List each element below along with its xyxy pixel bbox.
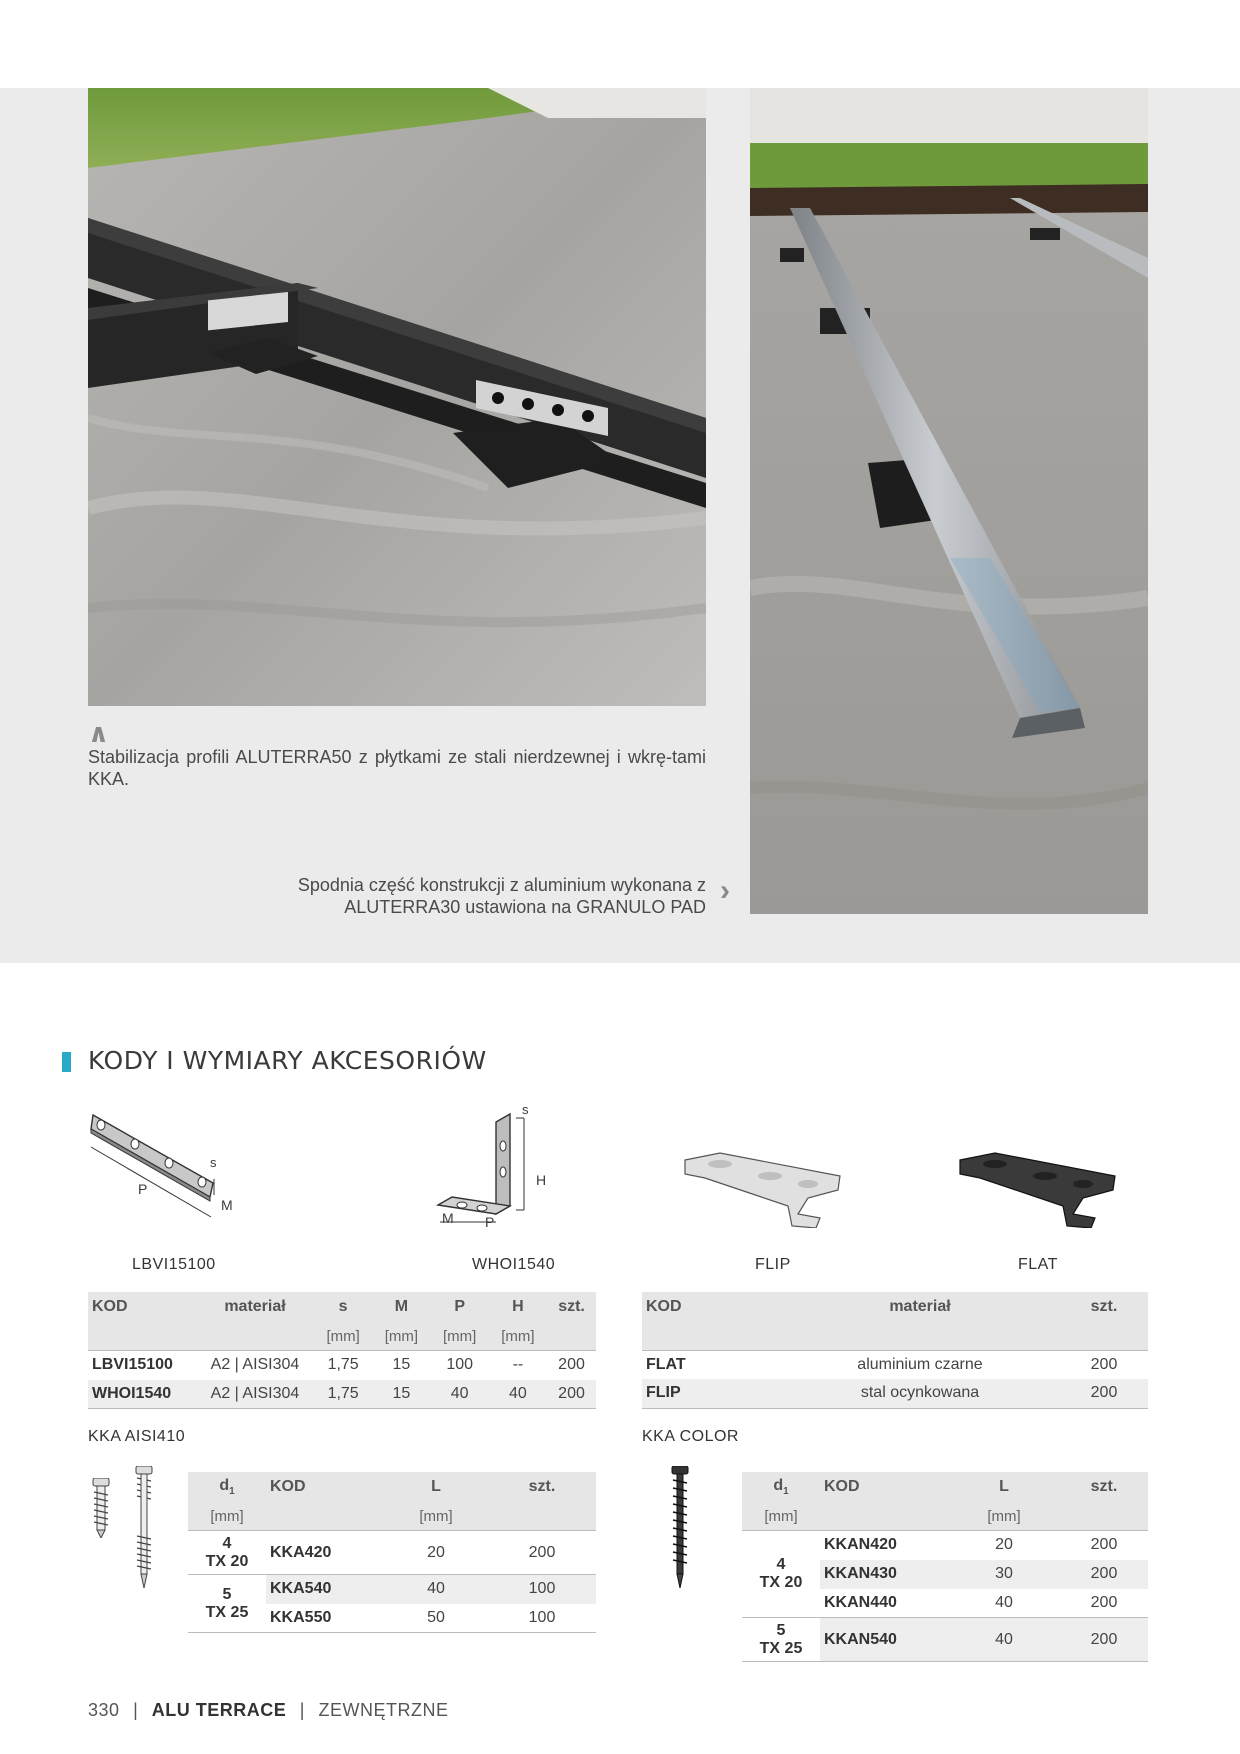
clips-cell-kod: FLAT [642, 1350, 780, 1379]
kka-color-d-group [742, 1531, 820, 1618]
photo-caption-left: Stabilizacja profili ALUTERRA50 z płytkami ze stali nierdzewnej i wkrę-tami KKA. [88, 747, 706, 789]
clips-cell: 200 [1060, 1350, 1148, 1379]
kka-color-cell-kod: KKAN430 [820, 1560, 948, 1589]
kka-color-cell: 30 [948, 1560, 1060, 1589]
plates-cell: 15 [372, 1351, 430, 1380]
kka-color-cell: 200 [1060, 1618, 1148, 1662]
screw-short-drawing [90, 1478, 112, 1538]
kka-aisi-title: KKA AISI410 [88, 1428, 186, 1445]
kka-color-header-row [742, 1472, 1148, 1502]
plates-col-szt: szt. [558, 1298, 585, 1315]
kka-color-cell: 200 [1060, 1560, 1148, 1589]
product-label-flip: FLIP [755, 1256, 791, 1273]
clips-cell: aluminium czarne [780, 1350, 1060, 1379]
plates-col-p: P [454, 1298, 465, 1315]
section-marker [62, 1052, 71, 1072]
plates-cell: 40 [431, 1380, 489, 1409]
photo-caption-right-line1: Spodnia część konstrukcji z aluminium wykonana z [297, 875, 706, 895]
d1-label: d [219, 1476, 230, 1494]
footer-separator: | [133, 1700, 139, 1720]
kka-aisi-header-row [188, 1472, 596, 1502]
kka-color-title: KKA COLOR [642, 1428, 739, 1445]
lbvi-plate-drawing [88, 1105, 248, 1240]
plates-unit: [mm] [372, 1322, 430, 1351]
kka-aisi-cell-kod: KKA550 [266, 1604, 384, 1633]
kka-aisi-cell: 100 [488, 1575, 596, 1604]
dim-label-s: s [210, 1155, 217, 1170]
dim-label-p-angle: P [485, 1214, 495, 1230]
dim-label-m-angle: M [442, 1210, 454, 1226]
tx-value: TX 25 [759, 1639, 803, 1657]
kka-color-cell-kod: KKAN440 [820, 1589, 948, 1618]
photo-aluterra50-stabilization [88, 88, 706, 706]
photo-caption-right [200, 874, 706, 918]
kka-aisi-d-group [188, 1531, 266, 1575]
footer-section: ZEWNĘTRZNE [318, 1700, 449, 1720]
dim-label-s-angle: s [522, 1102, 529, 1117]
kka-aisi-col-l: L [431, 1478, 441, 1495]
kka-color-col-kod: KOD [824, 1478, 860, 1495]
kka-color-cell: 20 [948, 1531, 1060, 1560]
kka-color-unit-d1: [mm] [742, 1502, 820, 1531]
kka-color-col-d1 [742, 1472, 820, 1502]
plates-col-m: M [394, 1298, 409, 1315]
plates-cell: 15 [372, 1380, 430, 1409]
kka-color-cell: 40 [948, 1589, 1060, 1618]
kka-aisi-unit-d1: [mm] [188, 1502, 266, 1531]
product-label-whoi: WHOI1540 [472, 1256, 556, 1273]
clips-col-kod: KOD [646, 1298, 682, 1315]
kka-aisi-cell: 200 [488, 1531, 596, 1575]
table-row [188, 1575, 596, 1604]
tx-value: TX 20 [759, 1574, 803, 1591]
kka-color-cell-kod: KKAN420 [820, 1531, 948, 1560]
kka-aisi-col-kod: KOD [270, 1478, 306, 1495]
footer-brand: ALU TERRACE [151, 1700, 287, 1720]
d1-subscript: 1 [229, 1486, 235, 1498]
plates-cell-kod: LBVI15100 [88, 1351, 196, 1380]
plates-col-h: H [512, 1298, 524, 1315]
plates-unit: [mm] [314, 1322, 372, 1351]
kka-color-table [742, 1472, 1148, 1662]
plates-cell: 40 [489, 1380, 547, 1409]
section-title: KODY I WYMIARY AKCESORIÓW [88, 1046, 487, 1075]
dim-label-h: H [536, 1172, 547, 1188]
plates-unit [88, 1322, 196, 1351]
kka-color-cell-kod: KKAN540 [820, 1618, 948, 1662]
tx-value: TX 20 [205, 1552, 249, 1570]
plates-cell: 200 [547, 1351, 596, 1380]
table-row [88, 1351, 596, 1380]
flat-clip-drawing [955, 1148, 1125, 1228]
kka-color-d-group [742, 1618, 820, 1662]
d-value: 4 [776, 1556, 786, 1573]
d-value: 5 [776, 1621, 786, 1639]
plates-unit: [mm] [489, 1322, 547, 1351]
plates-header-row [88, 1292, 596, 1322]
plates-unit [196, 1322, 314, 1351]
kka-aisi-col-szt: szt. [528, 1478, 556, 1495]
table-row [742, 1618, 1148, 1662]
dim-label-p: P [138, 1181, 148, 1197]
page-footer [88, 1700, 448, 1721]
plates-unit: [mm] [431, 1322, 489, 1351]
plates-col-kod: KOD [92, 1298, 128, 1315]
plates-cell: A2 | AISI304 [196, 1351, 314, 1380]
clips-header-row [642, 1292, 1148, 1350]
kka-color-col-szt: szt. [1090, 1478, 1118, 1495]
kka-color-cell: 40 [948, 1618, 1060, 1662]
table-row [642, 1379, 1148, 1408]
flip-clip-drawing [680, 1148, 850, 1228]
plates-cell: 1,75 [314, 1351, 372, 1380]
plates-cell: A2 | AISI304 [196, 1380, 314, 1409]
tx-value: TX 25 [205, 1603, 249, 1621]
kka-aisi-unit-l: [mm] [384, 1502, 488, 1531]
kka-color-unit-l: [mm] [948, 1502, 1060, 1531]
kka-aisi-cell-kod: KKA420 [266, 1531, 384, 1575]
table-row [742, 1531, 1148, 1560]
plates-cell: 200 [547, 1380, 596, 1409]
table-row [88, 1380, 596, 1409]
footer-separator: | [299, 1700, 305, 1720]
product-label-lbvi: LBVI15100 [132, 1256, 216, 1273]
kka-aisi-table [188, 1472, 596, 1633]
kka-aisi-cell: 50 [384, 1604, 488, 1633]
photo-caption-right-line2: ALUTERRA30 ustawiona na GRANULO PAD [344, 897, 706, 917]
clips-cell: 200 [1060, 1379, 1148, 1408]
chevron-up-icon: ∧ [88, 718, 110, 748]
clips-table [642, 1292, 1148, 1409]
plates-unit [547, 1322, 596, 1351]
plates-cell: 1,75 [314, 1380, 372, 1409]
plates-cell-kod: WHOI1540 [88, 1380, 196, 1409]
kka-aisi-cell: 40 [384, 1575, 488, 1604]
table-row [642, 1350, 1148, 1379]
plates-col-s: s [338, 1298, 348, 1315]
screw-color-drawing [669, 1466, 691, 1588]
kka-color-col-l: L [999, 1478, 1009, 1495]
plates-cell: -- [489, 1351, 547, 1380]
kka-color-cell: 200 [1060, 1589, 1148, 1618]
plates-cell: 100 [431, 1351, 489, 1380]
kka-aisi-cell-kod: KKA540 [266, 1575, 384, 1604]
plates-table [88, 1292, 596, 1409]
photo-aluterra30-granulo-pad [750, 88, 1148, 914]
screw-long-drawing [133, 1466, 155, 1588]
kka-aisi-d-group [188, 1575, 266, 1633]
d1-subscript: 1 [783, 1486, 789, 1498]
clips-col-material: materiał [889, 1298, 951, 1315]
whoi-angle-drawing [430, 1102, 560, 1235]
d-value: 5 [222, 1585, 232, 1603]
kka-color-units-row [742, 1502, 1148, 1531]
kka-aisi-cell: 100 [488, 1604, 596, 1633]
product-label-flat: FLAT [1018, 1256, 1058, 1273]
plates-col-material: materiał [224, 1298, 286, 1315]
kka-aisi-cell: 20 [384, 1531, 488, 1575]
d-value: 4 [222, 1534, 232, 1552]
table-row [188, 1531, 596, 1575]
d1-label: d [773, 1476, 784, 1494]
clips-col-szt: szt. [1090, 1298, 1118, 1315]
page-number: 330 [88, 1700, 120, 1720]
kka-aisi-units-row [188, 1502, 596, 1531]
kka-color-cell: 200 [1060, 1531, 1148, 1560]
dim-label-m: M [221, 1197, 233, 1213]
plates-units-row [88, 1322, 596, 1351]
clips-cell-kod: FLIP [642, 1379, 780, 1408]
clips-cell: stal ocynkowana [780, 1379, 1060, 1408]
kka-aisi-col-d1 [188, 1472, 266, 1502]
chevron-right-icon: › [720, 874, 730, 907]
